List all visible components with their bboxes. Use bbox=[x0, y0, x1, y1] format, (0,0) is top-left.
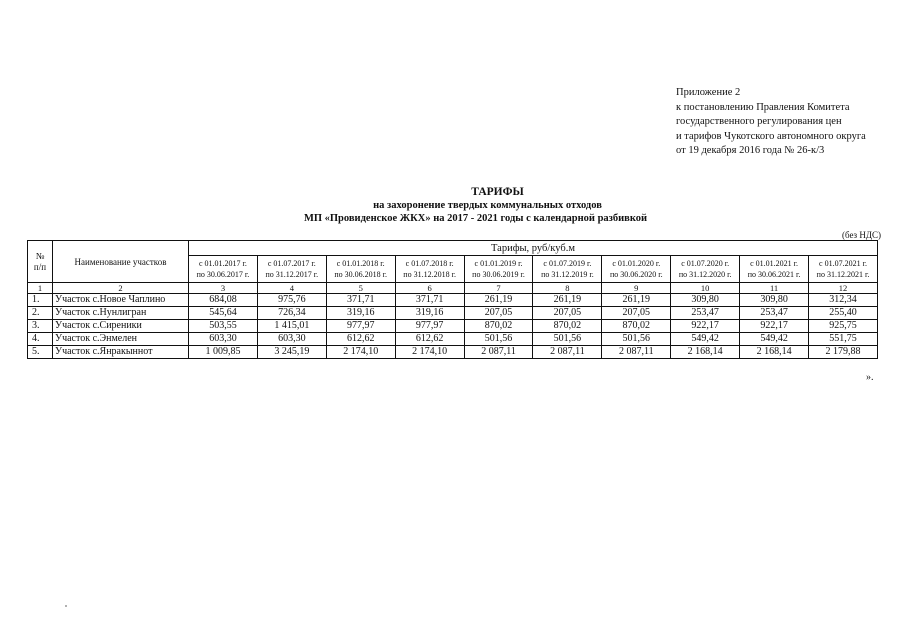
title-line-3: МП «Провиденское ЖКХ» на 2017 - 2021 годы с календарной разбивкой bbox=[303, 213, 648, 224]
tariff-value: 253,47 bbox=[740, 307, 809, 320]
header-period bbox=[464, 256, 533, 283]
tariff-value: 549,42 bbox=[740, 333, 809, 346]
tariff-value: 2 087,11 bbox=[533, 346, 602, 359]
period-to: по 30.06.2017 г. bbox=[196, 270, 250, 279]
tariff-value: 2 087,11 bbox=[464, 346, 533, 359]
row-number: 1. bbox=[28, 294, 53, 307]
tariff-value: 2 179,88 bbox=[809, 346, 878, 359]
tariff-value: 312,34 bbox=[809, 294, 878, 307]
tariff-value: 684,08 bbox=[189, 294, 258, 307]
period-to: по 31.12.2018 г. bbox=[403, 270, 456, 279]
appendix-line: и тарифов Чукотского автономного округа bbox=[676, 130, 866, 142]
column-number: 6 bbox=[395, 283, 464, 294]
period-from: с 01.07.2019 г. bbox=[543, 259, 592, 268]
site-name: Участок с.Сиреники bbox=[53, 320, 189, 333]
tariff-value: 2 168,14 bbox=[671, 346, 740, 359]
tariff-value: 2 087,11 bbox=[602, 346, 671, 359]
tariff-value: 549,42 bbox=[671, 333, 740, 346]
tariff-table bbox=[27, 240, 878, 359]
period-to: по 30.06.2021 г. bbox=[747, 270, 801, 279]
tariff-value: 501,56 bbox=[602, 333, 671, 346]
period-to: по 30.06.2020 г. bbox=[609, 270, 663, 279]
tariff-value: 3 245,19 bbox=[257, 346, 326, 359]
tariff-value: 261,19 bbox=[464, 294, 533, 307]
tariff-value: 977,97 bbox=[326, 320, 395, 333]
header-tariffs: Тарифы, руб/куб.м bbox=[189, 241, 878, 256]
site-name: Участок с.Нунлигран bbox=[53, 307, 189, 320]
header-site-name: Наименование участков bbox=[53, 241, 189, 283]
tariff-value: 922,17 bbox=[671, 320, 740, 333]
site-name: Участок с.Новое Чаплино bbox=[53, 294, 189, 307]
table-row bbox=[28, 320, 878, 333]
appendix-line: от 19 декабря 2016 года № 26-к/3 bbox=[676, 145, 825, 156]
header-period bbox=[809, 256, 878, 283]
tariff-value: 253,47 bbox=[671, 307, 740, 320]
period-from: с 01.07.2021 г. bbox=[819, 259, 867, 268]
tariff-value: 612,62 bbox=[326, 333, 395, 346]
tariff-value: 726,34 bbox=[257, 307, 326, 320]
header-period bbox=[257, 256, 326, 283]
column-number: 3 bbox=[189, 283, 258, 294]
row-number: 2. bbox=[28, 307, 53, 320]
tariff-value: 319,16 bbox=[395, 307, 464, 320]
tariff-value: 922,17 bbox=[740, 320, 809, 333]
column-number: 11 bbox=[740, 283, 809, 294]
period-to: по 31.12.2017 г. bbox=[265, 270, 319, 279]
tariff-value: 925,75 bbox=[809, 320, 878, 333]
tariff-value: 261,19 bbox=[533, 294, 602, 307]
appendix-line: к постановлению Правления Комитета bbox=[676, 101, 850, 113]
scan-speck bbox=[65, 605, 67, 607]
header-row-number-label: № п/п bbox=[33, 250, 47, 272]
header-period bbox=[189, 256, 258, 283]
tariff-value: 319,16 bbox=[326, 307, 395, 320]
column-number: 4 bbox=[257, 283, 326, 294]
table-row bbox=[28, 333, 878, 346]
column-number: 2 bbox=[53, 283, 189, 294]
column-number: 9 bbox=[602, 283, 671, 294]
period-from: с 01.01.2021 г. bbox=[750, 259, 799, 268]
period-from: с 01.07.2018 г. bbox=[405, 259, 454, 268]
site-name: Участок с.Янракыннот bbox=[53, 346, 189, 359]
period-to: по 30.06.2018 г. bbox=[334, 270, 388, 279]
column-number: 10 bbox=[671, 283, 740, 294]
vat-note: (без НДС) bbox=[841, 230, 881, 240]
tariff-value: 977,97 bbox=[395, 320, 464, 333]
header-period bbox=[533, 256, 602, 283]
row-number: 5. bbox=[28, 346, 53, 359]
tariff-value: 2 174,10 bbox=[326, 346, 395, 359]
column-number: 1 bbox=[28, 283, 53, 294]
tariff-value: 545,64 bbox=[189, 307, 258, 320]
header-period bbox=[740, 256, 809, 283]
tariff-value: 309,80 bbox=[671, 294, 740, 307]
period-to: по 31.12.2019 г. bbox=[541, 270, 594, 279]
header-period bbox=[671, 256, 740, 283]
tariff-value: 870,02 bbox=[533, 320, 602, 333]
header-row-number bbox=[28, 241, 53, 283]
table-row bbox=[28, 307, 878, 320]
period-from: с 01.01.2018 г. bbox=[336, 259, 385, 268]
tariff-value: 371,71 bbox=[326, 294, 395, 307]
document-title bbox=[0, 186, 905, 225]
period-from: с 01.07.2020 г. bbox=[681, 259, 730, 268]
period-from: с 01.01.2019 г. bbox=[474, 259, 523, 268]
tariff-value: 975,76 bbox=[257, 294, 326, 307]
appendix-line: Приложение 2 bbox=[676, 87, 741, 98]
row-number: 3. bbox=[28, 320, 53, 333]
period-to: по 30.06.2019 г. bbox=[472, 270, 525, 279]
tariff-value: 207,05 bbox=[602, 307, 671, 320]
period-to: по 31.12.2021 г. bbox=[816, 270, 870, 279]
tariff-value: 612,62 bbox=[395, 333, 464, 346]
tariff-value: 501,56 bbox=[464, 333, 533, 346]
table-row bbox=[28, 346, 878, 359]
tariff-value: 371,71 bbox=[395, 294, 464, 307]
tariff-value: 1 009,85 bbox=[189, 346, 258, 359]
tariff-value: 207,05 bbox=[533, 307, 602, 320]
tariff-value: 309,80 bbox=[740, 294, 809, 307]
title-line-2: на захоронение твердых коммунальных отходов bbox=[373, 200, 602, 211]
tariff-value: 870,02 bbox=[602, 320, 671, 333]
period-from: с 01.01.2020 г. bbox=[612, 259, 661, 268]
title-line-1: ТАРИФЫ bbox=[471, 186, 524, 198]
header-period bbox=[602, 256, 671, 283]
column-number: 7 bbox=[464, 283, 533, 294]
column-number: 12 bbox=[809, 283, 878, 294]
tariff-value: 2 174,10 bbox=[395, 346, 464, 359]
period-from: с 01.01.2017 г. bbox=[198, 259, 247, 268]
tariff-value: 261,19 bbox=[602, 294, 671, 307]
period-to: по 31.12.2020 г. bbox=[678, 270, 732, 279]
closing-quote: ». bbox=[866, 372, 874, 383]
tariff-value: 255,40 bbox=[809, 307, 878, 320]
row-number: 4. bbox=[28, 333, 53, 346]
tariff-value: 551,75 bbox=[809, 333, 878, 346]
period-from: с 01.07.2017 г. bbox=[267, 259, 316, 268]
tariff-value: 503,55 bbox=[189, 320, 258, 333]
tariff-value: 870,02 bbox=[464, 320, 533, 333]
column-numbers-row bbox=[28, 283, 878, 294]
header-period bbox=[326, 256, 395, 283]
tariff-value: 207,05 bbox=[464, 307, 533, 320]
appendix-note bbox=[676, 86, 866, 159]
tariff-value: 603,30 bbox=[189, 333, 258, 346]
site-name: Участок с.Энмелен bbox=[53, 333, 189, 346]
table-row bbox=[28, 294, 878, 307]
column-number: 5 bbox=[326, 283, 395, 294]
tariff-value: 501,56 bbox=[533, 333, 602, 346]
tariff-value: 603,30 bbox=[257, 333, 326, 346]
appendix-line: государственного регулирования цен bbox=[676, 116, 842, 127]
tariff-value: 2 168,14 bbox=[740, 346, 809, 359]
tariff-value: 1 415,01 bbox=[257, 320, 326, 333]
header-period bbox=[395, 256, 464, 283]
column-number: 8 bbox=[533, 283, 602, 294]
